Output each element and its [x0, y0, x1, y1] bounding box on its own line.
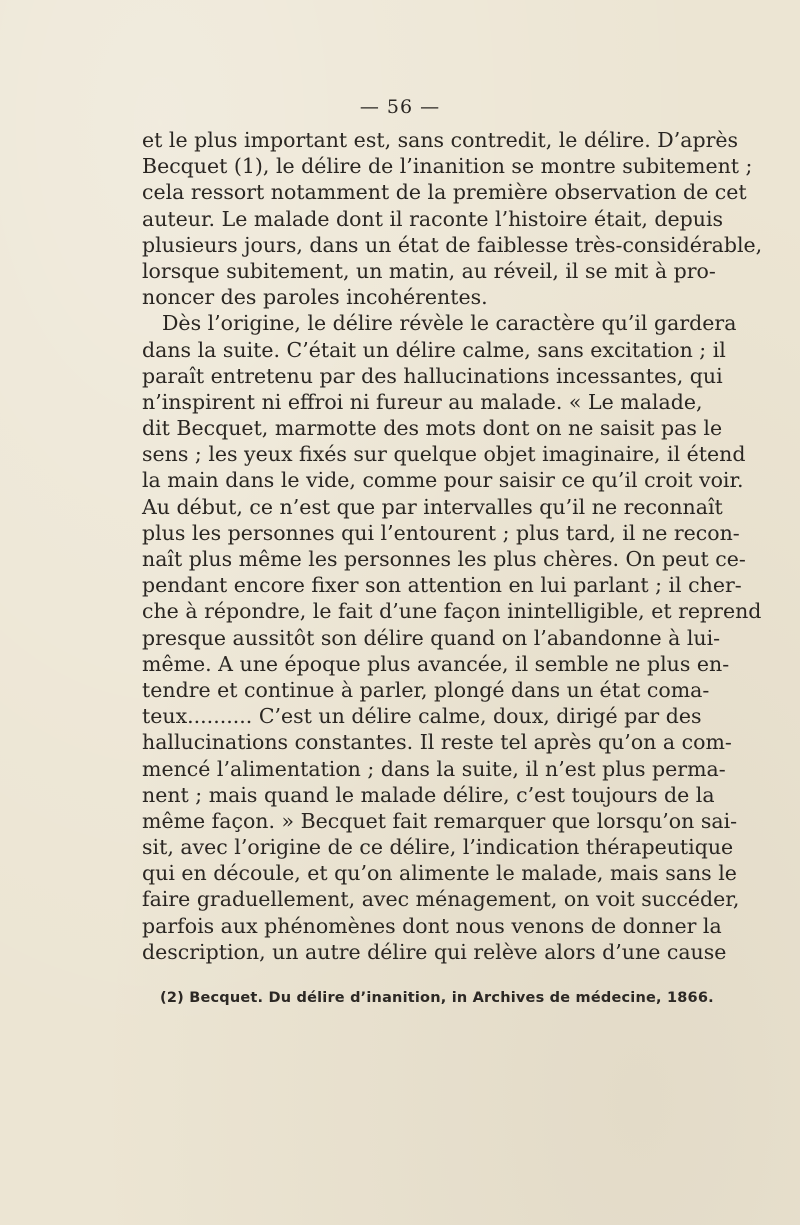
- text-line: description, un autre délire qui relève alors d’une cause: [142, 939, 727, 964]
- text-line: teux.......... C’est un délire calme, doux, dirigé par des: [142, 704, 702, 729]
- text-line: n’inspirent ni effroi ni fureur au malade. « Le malade,: [142, 389, 703, 414]
- text-line: même. A une époque plus avancée, il semble ne plus en-: [142, 651, 730, 676]
- text-line: noncer des paroles incohérentes.: [142, 285, 488, 310]
- text-line: plus les personnes qui l’entourent ; plus tard, il ne recon-: [142, 520, 740, 545]
- text-line: dans la suite. C’était un délire calme, sans excitation ; il: [142, 337, 726, 362]
- text-line: parfois aux phénomènes dont nous venons de donner la: [142, 913, 722, 938]
- body-text: [142, 127, 763, 965]
- text-line: auteur. Le malade dont il raconte l’histoire était, depuis: [142, 206, 724, 231]
- text-line: et le plus important est, sans contredit, le délire. D’après: [142, 128, 739, 152]
- text-line: che à répondre, le fait d’une façon inintelligible, et reprend: [142, 599, 762, 624]
- text-line: Dès l’origine, le délire révèle le caractère qu’il gardera: [162, 311, 737, 336]
- text-line: nent ; mais quand le malade délire, c’est toujours de la: [142, 782, 715, 807]
- footnote: (2) Becquet. Du délire d’inanition, in Archives de médecine, 1866.: [160, 990, 714, 1006]
- text-line: hallucinations constantes. Il reste tel après qu’on a com-: [142, 730, 732, 755]
- text-line: dit Becquet, marmotte des mots dont on ne saisit pas le: [142, 416, 723, 441]
- text-line: plusieurs jours, dans un état de faiblesse très-considérable,: [142, 232, 763, 257]
- text-line: qui en découle, et qu’on alimente le malade, mais sans le: [142, 861, 737, 886]
- text-line: lorsque subitement, un matin, au réveil, il se mit à pro-: [142, 258, 716, 283]
- text-line: faire graduellement, avec ménagement, on voit succéder,: [142, 887, 740, 912]
- text-line: naît plus même les personnes les plus chères. On peut ce-: [142, 547, 746, 571]
- text-line: même façon. » Becquet fait remarquer que lorsqu’on sai-: [142, 808, 738, 833]
- page-number: — 56 —: [359, 96, 441, 118]
- text-line: paraît entretenu par des hallucinations incessantes, qui: [142, 363, 723, 388]
- text-line: cela ressort notamment de la première observation de cet: [142, 180, 747, 205]
- text-line: Au début, ce n’est que par intervalles qu’il ne reconnaît: [142, 494, 723, 519]
- text-line: la main dans le vide, comme pour saisir ce qu’il croit voir.: [142, 468, 744, 493]
- text-line: mencé l’alimentation ; dans la suite, il n’est plus perma-: [142, 756, 726, 781]
- text-line: presque aussitôt son délire quand on l’abandonne à lui-: [142, 625, 721, 650]
- text-line: Becquet (1), le délire de l’inanition se montre subitement ;: [142, 154, 753, 179]
- text-line: tendre et continue à parler, plongé dans un état coma-: [142, 677, 710, 702]
- text-line: pendant encore fixer son attention en lui parlant ; il cher-: [142, 573, 742, 598]
- text-line: sit, avec l’origine de ce délire, l’indication thérapeutique: [142, 835, 734, 860]
- text-line: sens ; les yeux fixés sur quelque objet imaginaire, il étend: [142, 442, 746, 467]
